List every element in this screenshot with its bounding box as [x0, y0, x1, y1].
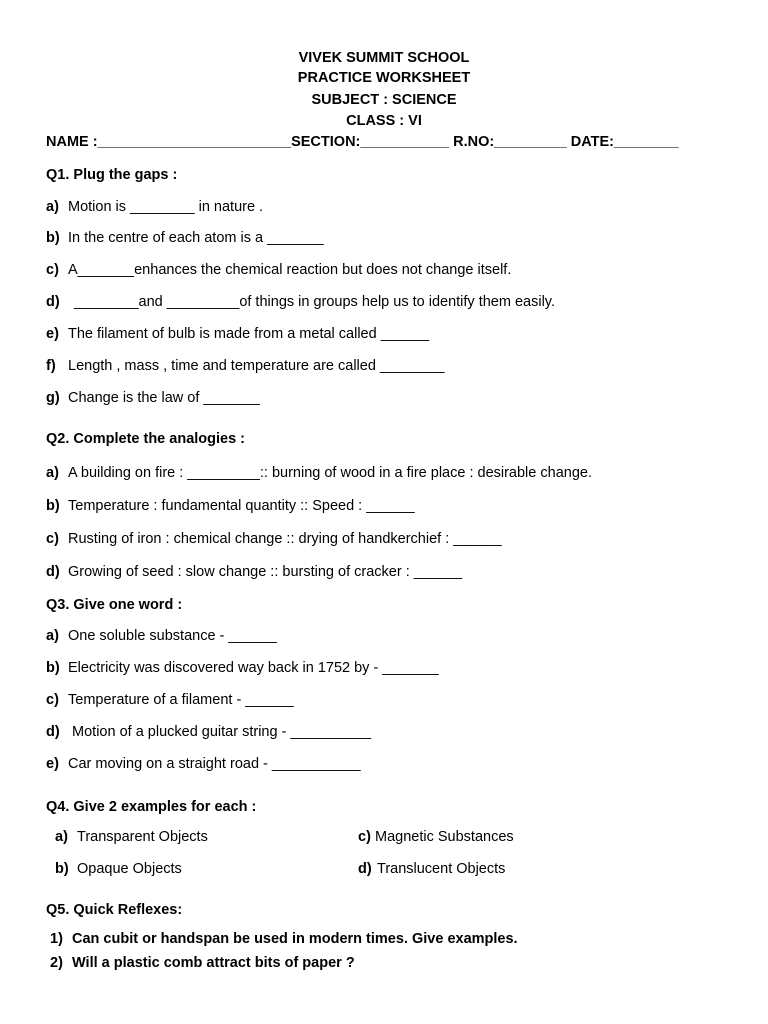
- q4-item: [55, 860, 182, 878]
- item-marker: b): [55, 861, 69, 877]
- q2-item: [46, 530, 502, 548]
- q5-item: [50, 930, 518, 948]
- item-marker: b): [46, 230, 60, 246]
- item-text: In the centre of each atom is a _______: [68, 230, 324, 246]
- item-text: The filament of bulb is made from a metal called ______: [68, 326, 430, 342]
- item-text: A building on fire : _________:: burning of wood in a fire place : desirable change.: [68, 465, 592, 481]
- item-marker: b): [46, 498, 60, 514]
- item-text: Change is the law of _______: [68, 390, 260, 406]
- item-text: Transparent Objects: [77, 829, 208, 845]
- item-text: Will a plastic comb attract bits of paper ?: [72, 955, 355, 971]
- item-text: One soluble substance - ______: [68, 628, 277, 644]
- q2-item: [46, 464, 592, 482]
- item-marker: b): [46, 660, 60, 676]
- q4-item: [358, 828, 514, 846]
- item-marker: g): [46, 390, 60, 406]
- item-marker: a): [46, 465, 59, 481]
- item-text: Magnetic Substances: [375, 829, 514, 845]
- item-marker: e): [46, 326, 59, 342]
- item-text: Electricity was discovered way back in 1752 by - _______: [68, 660, 439, 676]
- student-info-line: NAME :________________________SECTION:___________ R.NO:_________ DATE:________: [46, 134, 679, 150]
- item-text: Temperature : fundamental quantity :: Speed : ______: [68, 498, 415, 514]
- q3-item: [46, 691, 294, 709]
- item-text: Car moving on a straight road - ___________: [68, 756, 361, 772]
- q4-item: [55, 828, 208, 846]
- item-marker: f): [46, 358, 56, 374]
- item-marker: 1): [50, 931, 63, 947]
- item-marker: c): [46, 531, 59, 547]
- q3-item: [46, 723, 371, 741]
- q3-item: [46, 659, 439, 677]
- item-text: Motion is ________ in nature .: [68, 199, 264, 215]
- item-marker: d): [46, 724, 60, 740]
- school-name: VIVEK SUMMIT SCHOOL: [298, 50, 470, 66]
- item-marker: 2): [50, 955, 63, 971]
- q4-heading: Q4. Give 2 examples for each :: [46, 799, 257, 815]
- item-marker: a): [46, 628, 59, 644]
- item-marker: a): [55, 829, 68, 845]
- item-text: Length , mass , time and temperature are called ________: [68, 358, 445, 374]
- q1-item: [46, 198, 263, 216]
- item-text: Rusting of iron : chemical change :: drying of handkerchief : ______: [68, 531, 502, 547]
- item-text: Translucent Objects: [377, 861, 506, 877]
- q2-item: [46, 497, 415, 515]
- q3-item: [46, 627, 277, 645]
- item-text: A_______enhances the chemical reaction but does not change itself.: [68, 262, 512, 278]
- item-marker: c): [46, 262, 59, 278]
- q4-item: [358, 860, 505, 878]
- subject-line: SUBJECT : SCIENCE: [311, 92, 457, 108]
- q1-item: [46, 293, 555, 311]
- q2-item: [46, 563, 462, 581]
- item-marker: d): [46, 564, 60, 580]
- q2-heading: Q2. Complete the analogies :: [46, 431, 246, 447]
- q3-item: [46, 755, 361, 773]
- q1-item: [46, 229, 324, 247]
- class-line: CLASS : VI: [346, 113, 422, 129]
- item-text: ________and _________of things in groups help us to identify them easily.: [74, 294, 555, 310]
- item-marker: a): [46, 199, 59, 215]
- item-text: Motion of a plucked guitar string - __________: [68, 724, 372, 740]
- item-text: Opaque Objects: [77, 861, 182, 877]
- worksheet-title: PRACTICE WORKSHEET: [297, 70, 471, 86]
- q1-item: [46, 261, 511, 279]
- item-text: Can cubit or handspan be used in modern times. Give examples.: [72, 931, 518, 947]
- item-marker: d): [46, 294, 60, 310]
- q1-item: [46, 357, 444, 375]
- item-text: Temperature of a filament - ______: [68, 692, 294, 708]
- q3-heading: Q3. Give one word :: [46, 597, 183, 613]
- q5-item: [50, 954, 355, 972]
- q1-heading: Q1. Plug the gaps :: [46, 167, 178, 183]
- item-marker: e): [46, 756, 59, 772]
- q1-item: [46, 389, 260, 407]
- item-text: Growing of seed : slow change :: bursting of cracker : ______: [68, 564, 463, 580]
- item-marker: d): [358, 861, 372, 877]
- q5-heading: Q5. Quick Reflexes:: [46, 902, 183, 918]
- item-marker: c): [46, 692, 59, 708]
- item-marker: c): [358, 829, 371, 845]
- q1-item: [46, 325, 429, 343]
